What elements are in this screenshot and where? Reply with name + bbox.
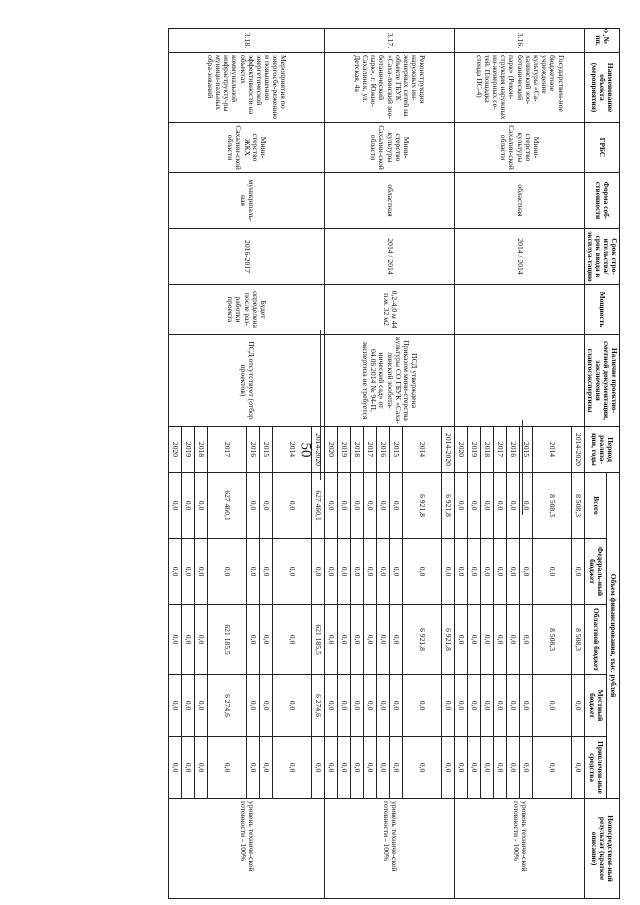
period-cell: 2017 <box>208 427 247 473</box>
col-regional-header: Областной бюджет <box>585 605 607 675</box>
col-local-header: Местный бюджет <box>585 675 607 737</box>
col-term-header: Срок стро-ительства/ срок ввода в эксплуа-тацию <box>585 229 620 285</box>
local-cell: 0,0 <box>182 675 195 737</box>
col-funding-header: Объем финансирования, тыс. рублей <box>607 473 620 799</box>
attracted-cell: 0,0 <box>169 737 182 799</box>
attracted-cell: 0,0 <box>533 737 572 799</box>
period-cell: 2018 <box>351 427 364 473</box>
local-cell: 0,0 <box>455 675 468 737</box>
attracted-cell: 0,0 <box>468 737 481 799</box>
regional-cell: 0,0 <box>338 605 351 675</box>
col-grbs-header: ГРБС <box>585 123 620 173</box>
federal-cell: 0,0 <box>260 539 273 605</box>
total-cell: 0,0 <box>273 473 312 539</box>
attracted-cell: 0,0 <box>351 737 364 799</box>
total-cell: 8 508,3 <box>533 473 572 539</box>
period-cell: 2019 <box>182 427 195 473</box>
attracted-cell: 0,0 <box>273 737 312 799</box>
local-cell: 0,0 <box>520 675 533 737</box>
regional-cell: 0,0 <box>507 605 520 675</box>
total-cell: 0,0 <box>481 473 494 539</box>
total-cell: 8 508,3 <box>572 473 585 539</box>
local-cell: 6 274,6 <box>208 675 247 737</box>
period-cell: 2020 <box>325 427 338 473</box>
col-ownership-header: Форма соб-ственности <box>585 173 620 229</box>
object-name: Мероприятия по энергосбе-режению и повышению энергетической эффективности на объектах коммунальной инфраструкту-ры муници-пальных обра-зований <box>169 53 325 123</box>
table-row <box>312 29 325 899</box>
row-number: 3.16. <box>455 29 585 53</box>
col-federal-header: Федераль-ный бюджет <box>585 539 607 605</box>
total-cell: 627 460,1 <box>312 473 325 539</box>
total-cell: 0,0 <box>260 473 273 539</box>
regional-cell: 0,0 <box>182 605 195 675</box>
capacity-cell: 0,2-4,0 м 44 п.м. 32 м2 <box>325 285 455 335</box>
object-name: Государствен-ное бюджетное учреждение культуры «Са-халинский зоо-ботанический парк» (Рекон-струкция наружных ин-женерных се-тей. Площадка стенда ПС-4) <box>455 53 585 123</box>
regional-cell: 8 508,3 <box>533 605 572 675</box>
total-cell: 0,0 <box>520 473 533 539</box>
federal-cell: 0,0 <box>247 539 260 605</box>
federal-cell: 0,0 <box>312 539 325 605</box>
period-cell: 2014 <box>533 427 572 473</box>
local-cell: 0,0 <box>481 675 494 737</box>
local-cell: 0,0 <box>390 675 403 737</box>
local-cell: 0,0 <box>403 675 442 737</box>
attracted-cell: 0,0 <box>312 737 325 799</box>
result-cell: уровень техниче-ской готовности - 100% <box>169 799 325 899</box>
regional-cell: 0,0 <box>169 605 182 675</box>
row-number: 3.17. <box>325 29 455 53</box>
total-cell: 0,0 <box>325 473 338 539</box>
grbs-cell: Мини-стерство культуры Сахалин-ской области <box>455 123 585 173</box>
federal-cell: 0,0 <box>455 539 468 605</box>
total-cell: 0,0 <box>169 473 182 539</box>
docs-cell <box>455 335 585 427</box>
period-cell: 2014-2020 <box>312 427 325 473</box>
attracted-cell: 0,0 <box>364 737 377 799</box>
federal-cell: 0,0 <box>325 539 338 605</box>
financing-table <box>168 28 620 899</box>
grbs-cell: Мини-стерство ЖКХ Сахалин-ской области <box>169 123 325 173</box>
federal-cell: 0,0 <box>273 539 312 605</box>
regional-cell: 0,0 <box>468 605 481 675</box>
local-cell: 0,0 <box>572 675 585 737</box>
federal-cell: 0,0 <box>338 539 351 605</box>
local-cell: 0,0 <box>533 675 572 737</box>
regional-cell: 6 921,8 <box>442 605 455 675</box>
total-cell: 0,0 <box>338 473 351 539</box>
federal-cell: 0,0 <box>481 539 494 605</box>
attracted-cell: 0,0 <box>247 737 260 799</box>
period-cell: 2014-2020 <box>572 427 585 473</box>
regional-cell: 0,0 <box>364 605 377 675</box>
local-cell: 0,0 <box>325 675 338 737</box>
local-cell: 6 274,6 <box>312 675 325 737</box>
attracted-cell: 0,0 <box>481 737 494 799</box>
col-capacity-header: Мощность <box>585 285 620 335</box>
period-cell: 2020 <box>455 427 468 473</box>
attracted-cell: 0,0 <box>338 737 351 799</box>
federal-cell: 0,0 <box>377 539 390 605</box>
federal-cell: 0,0 <box>533 539 572 605</box>
header-row <box>607 29 620 899</box>
local-cell: 0,0 <box>442 675 455 737</box>
docs-cell: ПСД отсутствует (отбор проектов) <box>169 335 325 427</box>
regional-cell: 0,0 <box>195 605 208 675</box>
attracted-cell: 0,0 <box>494 737 507 799</box>
regional-cell: 0,0 <box>377 605 390 675</box>
period-cell: 2015 <box>260 427 273 473</box>
total-cell: 0,0 <box>195 473 208 539</box>
local-cell: 0,0 <box>247 675 260 737</box>
total-cell: 0,0 <box>494 473 507 539</box>
period-cell: 2019 <box>468 427 481 473</box>
total-cell: 6 921,8 <box>403 473 442 539</box>
attracted-cell: 0,0 <box>182 737 195 799</box>
local-cell: 0,0 <box>468 675 481 737</box>
col-num-header: № пп. <box>585 29 620 53</box>
result-cell: уровень техниче-ской готовности - 100% <box>325 799 455 899</box>
col-result-header: Непосредствен-ный результат (краткое описание) <box>585 799 620 899</box>
regional-cell: 0,0 <box>351 605 364 675</box>
rotated-table-wrapper <box>45 28 620 898</box>
col-total-header: Всего <box>585 473 607 539</box>
federal-cell: 0,0 <box>208 539 247 605</box>
local-cell: 0,0 <box>195 675 208 737</box>
regional-cell: 0,0 <box>494 605 507 675</box>
period-cell: 2016 <box>507 427 520 473</box>
regional-cell: 0,0 <box>260 605 273 675</box>
col-period-header: Период реализа-ции, годы <box>585 427 620 473</box>
regional-cell: 0,0 <box>390 605 403 675</box>
local-cell: 0,0 <box>351 675 364 737</box>
ownership-cell: муниципаль-ная <box>169 173 325 229</box>
attracted-cell: 0,0 <box>260 737 273 799</box>
attracted-cell: 0,0 <box>442 737 455 799</box>
capacity-cell <box>455 285 585 335</box>
col-name-header: Наименование объекта (мероприятия) <box>585 53 620 123</box>
docs-cell: ПСД утверждена Приказом мини-стерства культуры СО ГБУК «Саха-линский зообота-нический сад» от 04.06.2014 № 94-П, экспертиза не требуется <box>325 335 455 427</box>
federal-cell: 0,0 <box>364 539 377 605</box>
attracted-cell: 0,0 <box>390 737 403 799</box>
federal-cell: 0,0 <box>442 539 455 605</box>
federal-cell: 0,0 <box>390 539 403 605</box>
attracted-cell: 0,0 <box>403 737 442 799</box>
capacity-cell: Будет определена после раз-работки проекта <box>169 285 325 335</box>
period-cell: 2017 <box>364 427 377 473</box>
regional-cell: 0,0 <box>481 605 494 675</box>
local-cell: 0,0 <box>169 675 182 737</box>
total-cell: 0,0 <box>455 473 468 539</box>
total-cell: 0,0 <box>377 473 390 539</box>
total-cell: 6 921,8 <box>442 473 455 539</box>
grbs-cell: Мини-стерство культуры Сахалин-ской области <box>325 123 455 173</box>
ownership-cell: областная <box>325 173 455 229</box>
federal-cell: 0,0 <box>403 539 442 605</box>
federal-cell: 0,0 <box>468 539 481 605</box>
term-cell: 2014 / 2014 <box>325 229 455 285</box>
local-cell: 0,0 <box>494 675 507 737</box>
federal-cell: 0,0 <box>572 539 585 605</box>
federal-cell: 0,0 <box>507 539 520 605</box>
total-cell: 0,0 <box>468 473 481 539</box>
object-name: Реконструкция наружных ин-женерных сетей на объекте ГБУК «Саха-линский зоо-ботанический парк», г. Южно-Сахалинск, ул. Детская, 4а <box>325 53 455 123</box>
attracted-cell: 0,0 <box>208 737 247 799</box>
federal-cell: 0,0 <box>182 539 195 605</box>
total-cell: 0,0 <box>390 473 403 539</box>
period-cell: 2016 <box>377 427 390 473</box>
federal-cell: 0,0 <box>195 539 208 605</box>
table-body <box>169 29 585 899</box>
term-cell: 2016-2017 <box>169 229 325 285</box>
total-cell: 0,0 <box>182 473 195 539</box>
federal-cell: 0,0 <box>169 539 182 605</box>
local-cell: 0,0 <box>338 675 351 737</box>
local-cell: 0,0 <box>507 675 520 737</box>
regional-cell: 0,0 <box>273 605 312 675</box>
total-cell: 0,0 <box>351 473 364 539</box>
regional-cell: 0,0 <box>455 605 468 675</box>
attracted-cell: 0,0 <box>325 737 338 799</box>
closing-quote: ». <box>599 27 615 37</box>
attracted-cell: 0,0 <box>520 737 533 799</box>
period-cell: 2014 <box>273 427 312 473</box>
period-cell: 2018 <box>481 427 494 473</box>
total-cell: 0,0 <box>507 473 520 539</box>
attracted-cell: 0,0 <box>377 737 390 799</box>
regional-cell: 621 185,5 <box>208 605 247 675</box>
period-cell: 2015 <box>390 427 403 473</box>
page-number: 50 <box>297 442 314 458</box>
ownership-cell: областная <box>455 173 585 229</box>
table-row <box>442 29 455 899</box>
regional-cell: 6 921,8 <box>403 605 442 675</box>
period-cell: 2019 <box>338 427 351 473</box>
local-cell: 0,0 <box>377 675 390 737</box>
regional-cell: 0,0 <box>325 605 338 675</box>
col-attracted-header: Привлечен-ные средства <box>585 737 607 799</box>
regional-cell: 0,0 <box>520 605 533 675</box>
period-cell: 2017 <box>494 427 507 473</box>
period-cell: 2016 <box>247 427 260 473</box>
attracted-cell: 0,0 <box>195 737 208 799</box>
col-docs-header: Наличие проектно-сметной документации, заключения главгосэкспертизы <box>585 335 620 427</box>
total-cell: 0,0 <box>364 473 377 539</box>
period-cell: 2014 <box>403 427 442 473</box>
regional-cell: 8 508,3 <box>572 605 585 675</box>
regional-cell: 621 185,5 <box>312 605 325 675</box>
table-row <box>572 29 585 899</box>
period-cell: 2020 <box>169 427 182 473</box>
local-cell: 0,0 <box>260 675 273 737</box>
period-cell: 2018 <box>195 427 208 473</box>
result-cell: уровень техниче-ской готовности - 100% <box>455 799 585 899</box>
period-cell: 2015 <box>520 427 533 473</box>
federal-cell: 0,0 <box>494 539 507 605</box>
local-cell: 0,0 <box>273 675 312 737</box>
regional-cell: 0,0 <box>247 605 260 675</box>
attracted-cell: 0,0 <box>572 737 585 799</box>
total-cell: 627 460,1 <box>208 473 247 539</box>
attracted-cell: 0,0 <box>507 737 520 799</box>
period-cell: 2014-2020 <box>442 427 455 473</box>
attracted-cell: 0,0 <box>455 737 468 799</box>
total-cell: 0,0 <box>247 473 260 539</box>
local-cell: 0,0 <box>364 675 377 737</box>
row-number: 3.18. <box>169 29 325 53</box>
rotated-table-area <box>40 0 620 905</box>
federal-cell: 0,0 <box>351 539 364 605</box>
federal-cell: 0,0 <box>520 539 533 605</box>
term-cell: 2014 / 2014 <box>455 229 585 285</box>
